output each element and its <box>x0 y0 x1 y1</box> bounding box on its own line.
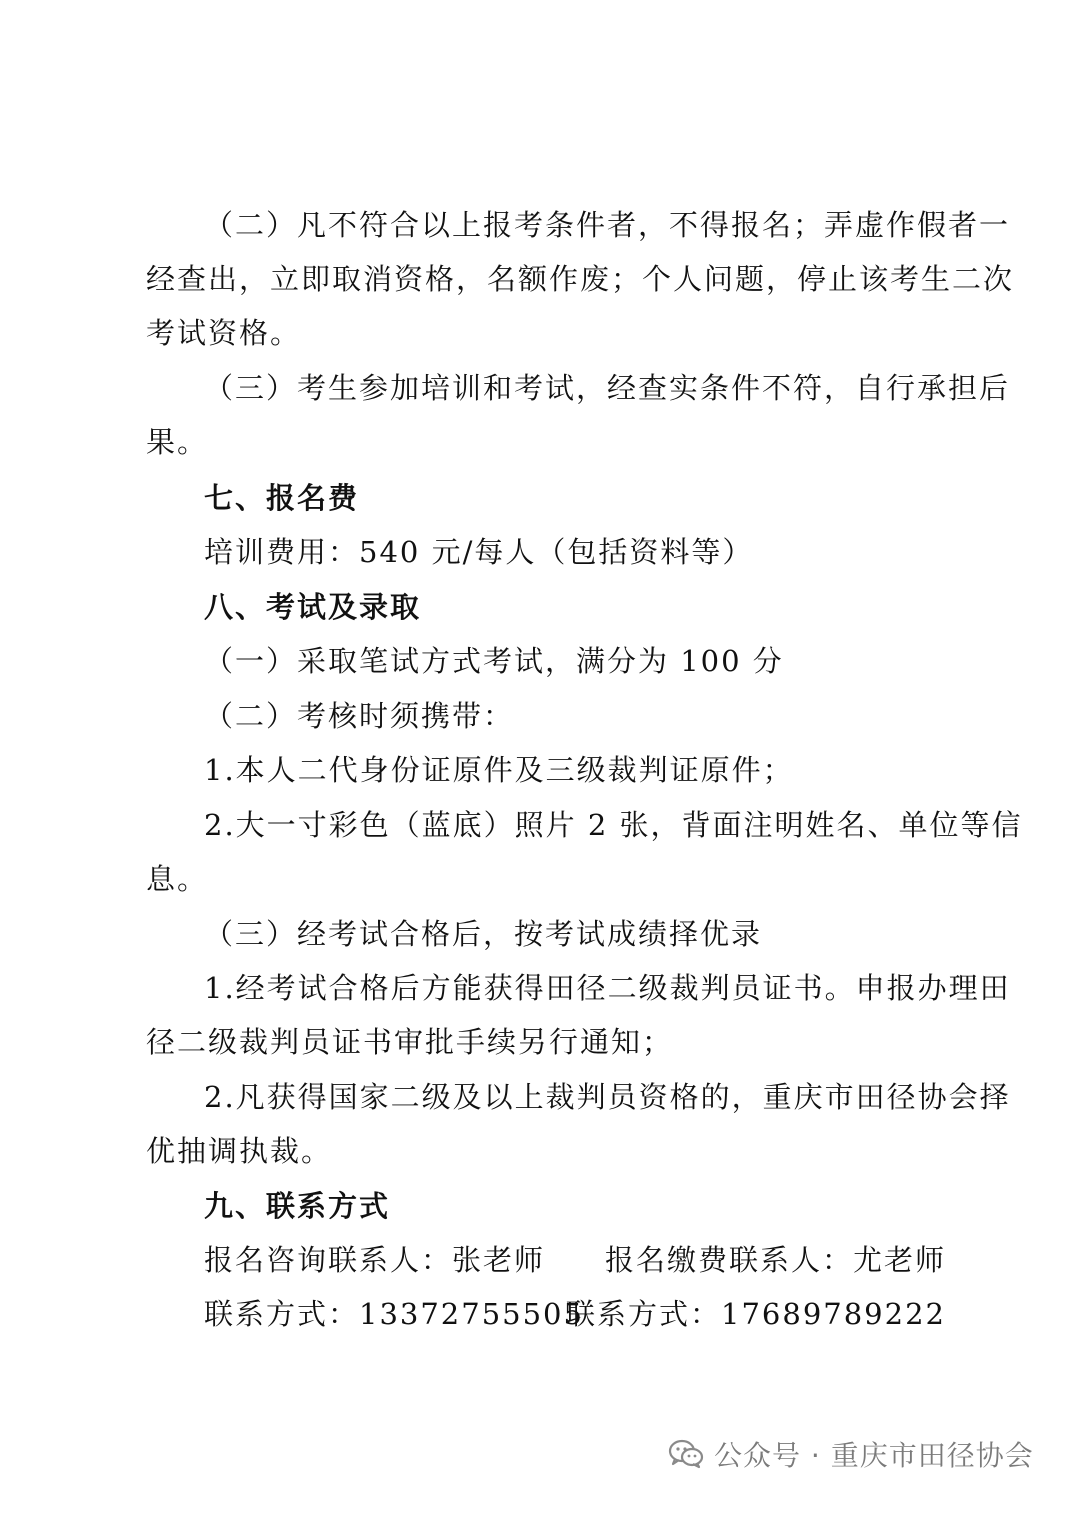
paragraph-6-2-line-3: 考试资格。 <box>146 316 302 350</box>
exam-item-3-sub-2-line-2: 优抽调执裁。 <box>146 1134 333 1168</box>
contact-payment-name: 报名缴费联系人：尤老师 <box>604 1243 946 1277</box>
exam-item-3-sub-1-line-1: 1.经考试合格后方能获得田径二级裁判员证书。申报办理田 <box>204 971 1011 1005</box>
exam-item-2: （二）考核时须携带： <box>204 699 515 733</box>
section-heading-exam: 八、考试及录取 <box>204 590 422 624</box>
exam-item-2-sub-2-line-2: 息。 <box>146 862 209 896</box>
exam-item-2-sub-2-line-1: 2.大一寸彩色（蓝底）照片 2 张，背面注明姓名、单位等信 <box>204 808 1023 842</box>
wechat-watermark-text: 公众号 · 重庆市田径协会 <box>714 1439 1034 1472</box>
section-heading-contact: 九、联系方式 <box>204 1189 391 1223</box>
contact-consult-phone: 联系方式：13372755505 <box>204 1297 584 1331</box>
exam-item-3-sub-1-line-2: 径二级裁判员证书审批手续另行通知； <box>146 1025 674 1059</box>
wechat-watermark <box>668 1424 1034 1484</box>
fee-text: 培训费用：540 元/每人（包括资料等） <box>204 535 754 569</box>
paragraph-6-2-line-2: 经查出，立即取消资格，名额作废；个人问题，停止该考生二次 <box>146 262 1015 296</box>
contact-consult-name: 报名咨询联系人：张老师 <box>204 1243 546 1277</box>
paragraph-6-3-line-2: 果。 <box>146 425 209 459</box>
contact-payment-phone: 联系方式：17689789222 <box>566 1297 946 1331</box>
exam-item-3: （三）经考试合格后，按考试成绩择优录 <box>204 917 763 951</box>
exam-item-3-sub-2-line-1: 2.凡获得国家二级及以上裁判员资格的，重庆市田径协会择 <box>204 1080 1011 1114</box>
paragraph-6-2-line-1: （二）凡不符合以上报考条件者，不得报名；弄虚作假者一 <box>204 208 1011 242</box>
paragraph-6-3-line-1: （三）考生参加培训和考试，经查实条件不符，自行承担后 <box>204 371 1011 405</box>
exam-item-2-sub-1: 1.本人二代身份证原件及三级裁判证原件； <box>204 753 794 787</box>
wechat-icon <box>668 1438 704 1470</box>
section-heading-fee: 七、报名费 <box>204 481 360 515</box>
exam-item-1: （一）采取笔试方式考试，满分为 100 分 <box>204 644 784 678</box>
